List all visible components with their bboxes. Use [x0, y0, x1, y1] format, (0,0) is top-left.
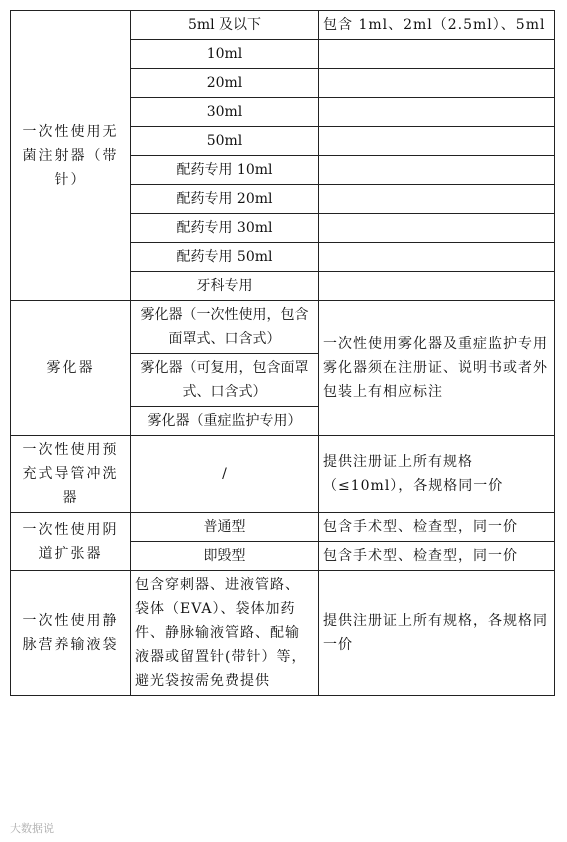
table-row: [11, 301, 555, 354]
spec-cell: 30ml: [131, 98, 319, 127]
category-cell: 一次性使用无菌注射器（带针）: [11, 11, 131, 301]
table-row: [11, 436, 555, 513]
table-row: [11, 513, 555, 542]
note-cell: 包含手术型、检查型，同一价: [319, 542, 555, 571]
note-cell: [319, 272, 555, 301]
spec-cell: 5ml 及以下: [131, 11, 319, 40]
note-cell: 提供注册证上所有规格，各规格同一价: [319, 571, 555, 696]
spec-cell: 雾化器（可复用，包含面罩式、口含式）: [131, 354, 319, 407]
category-cell: 一次性使用预充式导管冲洗器: [11, 436, 131, 513]
spec-cell: 牙科专用: [131, 272, 319, 301]
note-cell: [319, 214, 555, 243]
category-cell: 一次性使用阴道扩张器: [11, 513, 131, 571]
note-cell: [319, 98, 555, 127]
spec-cell: 20ml: [131, 69, 319, 98]
note-cell: [319, 127, 555, 156]
spec-cell: 包含穿刺器、进液管路、袋体（EVA）、袋体加药件、静脉输液管路、配输液器或留置针(带针）等，避光袋按需免费提供: [131, 571, 319, 696]
note-cell: 包含 1ml、2ml（2.5ml）、5ml: [319, 11, 555, 40]
spec-cell: 10ml: [131, 40, 319, 69]
spec-cell: /: [131, 436, 319, 513]
table-row: [11, 571, 555, 696]
spec-cell: 雾化器（一次性使用，包含面罩式、口含式）: [131, 301, 319, 354]
spec-cell: 雾化器（重症监护专用）: [131, 407, 319, 436]
note-cell: [319, 185, 555, 214]
note-cell: 提供注册证上所有规格（≤10ml），各规格同一价: [319, 436, 555, 513]
note-cell: [319, 156, 555, 185]
spec-cell: 配药专用 30ml: [131, 214, 319, 243]
note-cell: [319, 69, 555, 98]
spec-cell: 配药专用 50ml: [131, 243, 319, 272]
spec-cell: 配药专用 20ml: [131, 185, 319, 214]
table-row: [11, 11, 555, 40]
note-cell: 一次性使用雾化器及重症监护专用雾化器须在注册证、说明书或者外包装上有相应标注: [319, 301, 555, 436]
spec-cell: 50ml: [131, 127, 319, 156]
category-cell: 一次性使用静脉营养输液袋: [11, 571, 131, 696]
watermark: 大数据说: [10, 822, 54, 835]
note-cell: [319, 243, 555, 272]
spec-cell: 普通型: [131, 513, 319, 542]
spec-cell: 即毁型: [131, 542, 319, 571]
category-cell: 雾化器: [11, 301, 131, 436]
note-cell: 包含手术型、检查型，同一价: [319, 513, 555, 542]
note-cell: [319, 40, 555, 69]
spec-cell: 配药专用 10ml: [131, 156, 319, 185]
specification-table: [10, 10, 555, 696]
